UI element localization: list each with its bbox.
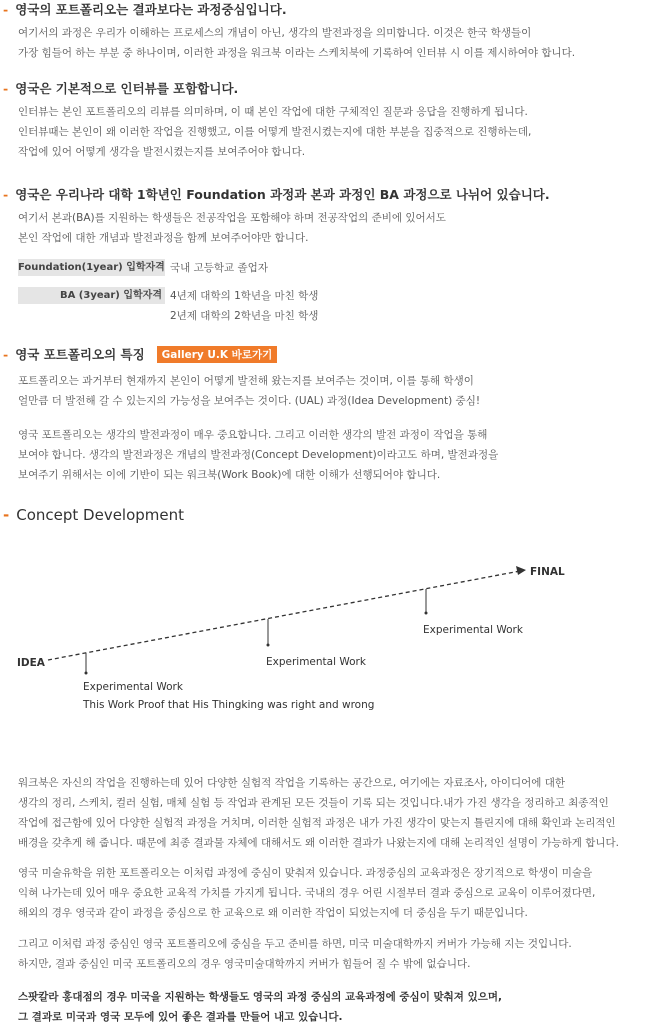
text-line: 해외의 경우 영국과 같이 과정을 중심으로 한 교육으로 왜 이러한 작업이 되었는지에 더 중심을 두기 때문입니다.	[18, 907, 528, 919]
admission-value-line: 국내 고등학교 졸업자	[170, 262, 268, 274]
bullet-dash: -	[3, 347, 9, 362]
concept-diagram	[0, 560, 652, 720]
text-line: 그 결과로 미국과 영국 모두에 있어 좋은 결과를 만들어 내고 있습니다.	[18, 1011, 343, 1023]
bullet-dash: -	[3, 506, 10, 524]
text-line: 배경을 갖추게 해 줍니다. 때문에 최종 결과물 자체에 대해서도 왜 이러한 결과가 나왔는지에 대해 논리적인 설명이 가능하게 합니다.	[18, 837, 619, 849]
section-title-courses	[3, 185, 550, 203]
section-title-text: 영국 포트폴리오의 특징	[15, 347, 145, 362]
section-title-features	[3, 345, 277, 363]
admission-row-ba	[18, 287, 318, 326]
section-title-text: 영국은 우리나라 대학 1학년인 Foundation 과정과 본과 과정인 BA 과정으로 나뉘어 있습니다.	[15, 187, 550, 202]
features-paragraph-1	[18, 371, 480, 411]
marker-dot-1	[85, 672, 88, 675]
final-label: FINAL	[530, 566, 565, 578]
text-line: 여기서 본과(BA)를 지원하는 학생들은 전공작업을 포함해야 하며 전공작업의 준비에 있어서도	[18, 212, 446, 224]
experimental-work-label-1: Experimental Work	[83, 681, 183, 693]
section-paragraph-process	[18, 23, 575, 63]
text-line: 작업에 있어 어떻게 생각을 발전시켰는지를 보여주어야 합니다.	[18, 146, 306, 158]
admission-value-line: 2년제 대학의 2학년을 마친 학생	[170, 310, 319, 322]
admission-value	[170, 286, 318, 326]
concept-title-text: Concept Development	[16, 506, 185, 524]
text-line: 하지만, 결과 중심인 미국 포트폴리오의 경우 영국미술대학까지 커버가 힘들어 질 수 밖에 없습니다.	[18, 958, 471, 970]
admission-label: Foundation(1year) 입학자격	[18, 259, 165, 276]
section-title-text: 영국은 기본적으로 인터뷰를 포함합니다.	[15, 81, 239, 96]
admission-row-foundation	[18, 259, 268, 278]
text-line: 워크북은 자신의 작업을 진행하는데 있어 다양한 실험적 작업을 기록하는 공간으로, 여기에는 자료조사, 아이디어에 대한	[18, 777, 566, 789]
text-line: 인터뷰는 본인 포트폴리오의 리뷰를 의미하며, 이 때 본인 작업에 대한 구체적인 질문과 응답을 진행하게 됩니다.	[18, 106, 528, 118]
idea-label: IDEA	[17, 657, 45, 669]
gallery-uk-button[interactable]: Gallery U.K 바로가기	[157, 346, 278, 363]
text-line: 보여야 합니다. 생각의 발전과정은 개념의 발전과정(Concept Development)이라고도 하며, 발전과정을	[18, 449, 499, 461]
text-line: 얼만큼 더 발전해 갈 수 있는지의 가능성을 보여주는 것이다. (UAL) 과정(Idea Development) 중심!	[18, 395, 481, 407]
marker-dot-3	[425, 612, 428, 615]
text-line: 익혀 나가는데 있어 매우 중요한 교육적 가치를 가지게 됩니다. 국내의 경우 어린 시절부터 결과 중심으로 교육이 이루어졌다면,	[18, 887, 596, 899]
text-line: 생각의 정리, 스케치, 컬러 실험, 매체 실험 등 작업과 관계된 모든 것들이 기록 되는 것입니다.내가 가진 생각을 정리하고 최종적인	[18, 797, 609, 809]
text-line: 영국 미술유학을 위한 포트폴리오는 이처럼 과정에 중심이 맞춰져 있습니다. 과정중심의 교육과정은 장기적으로 학생이 미술을	[18, 867, 593, 879]
admission-value-line: 4년제 대학의 1학년을 마친 학생	[170, 290, 319, 302]
text-line: 본인 작업에 대한 개념과 발전과정을 함께 보여주어야만 합니다.	[18, 232, 309, 244]
text-line: 영국 포트폴리오는 생각의 발전과정이 매우 중요합니다. 그리고 이러한 생각의 발전 과정이 작업을 통해	[18, 429, 488, 441]
body-paragraph-workbook	[18, 773, 619, 853]
text-line: 보여주기 위해서는 이에 기반이 되는 워크북(Work Book)에 대한 이해가 선행되어야 합니다.	[18, 469, 441, 481]
text-line: 그리고 이처럼 과정 중심인 영국 포트폴리오에 중심을 두고 준비를 하면, 미국 미술대학까지 커버가 가능해 지는 것입니다.	[18, 938, 572, 950]
arrow-head-icon	[516, 566, 526, 575]
marker-dot-2	[267, 644, 270, 647]
section-paragraph-interview	[18, 102, 531, 162]
admission-value	[170, 258, 268, 278]
text-line: 스팟칼라 홍대점의 경우 미국을 지원하는 학생들도 영국의 과정 중심의 교육과정에 중심이 맞춰져 있으며,	[18, 991, 503, 1003]
text-line: 포트폴리오는 과거부터 현재까지 본인이 어떻게 발전해 왔는지를 보여주는 것이며, 이를 통해 학생이	[18, 375, 474, 387]
experimental-work-note: This Work Proof that His Thingking was right and wrong	[83, 699, 375, 711]
section-title-process	[3, 0, 287, 18]
bullet-dash: -	[3, 187, 9, 202]
text-line: 가장 힘들어 하는 부분 중 하나이며, 이러한 과정을 워크북 이라는 스케치북에 기록하여 인터뷰 시 이를 제시하여야 합니다.	[18, 47, 576, 59]
admission-label: BA (3year) 입학자격	[18, 287, 165, 304]
text-line: 인터뷰때는 본인이 왜 이러한 작업을 진행했고, 이를 어떻게 발전시켰는지에 대한 부분을 집중적으로 진행하는데,	[18, 126, 532, 138]
body-paragraph-us-coverage	[18, 934, 572, 974]
section-paragraph-courses	[18, 208, 446, 248]
section-title-text: 영국의 포트폴리오는 결과보다는 과정중심입니다.	[15, 2, 287, 17]
bullet-dash: -	[3, 81, 9, 96]
bullet-dash: -	[3, 2, 9, 17]
development-line	[48, 571, 520, 660]
section-title-interview	[3, 79, 238, 97]
experimental-work-label-3: Experimental Work	[423, 624, 523, 636]
body-paragraph-conclusion	[18, 987, 502, 1027]
concept-development-title	[3, 506, 184, 524]
body-paragraph-process-focus	[18, 863, 595, 923]
experimental-work-label-2: Experimental Work	[266, 656, 366, 668]
text-line: 여기서의 과정은 우리가 이해하는 프로세스의 개념이 아닌, 생각의 발전과정을 의미합니다. 이것은 한국 학생들이	[18, 27, 532, 39]
text-line: 작업에 접근함에 있어 다양한 실험적 과정을 거치며, 이러한 실험적 과정은 내가 가진 생각이 맞는지 틀린지에 대해 확인과 논리적인	[18, 817, 616, 829]
features-paragraph-2	[18, 425, 498, 485]
